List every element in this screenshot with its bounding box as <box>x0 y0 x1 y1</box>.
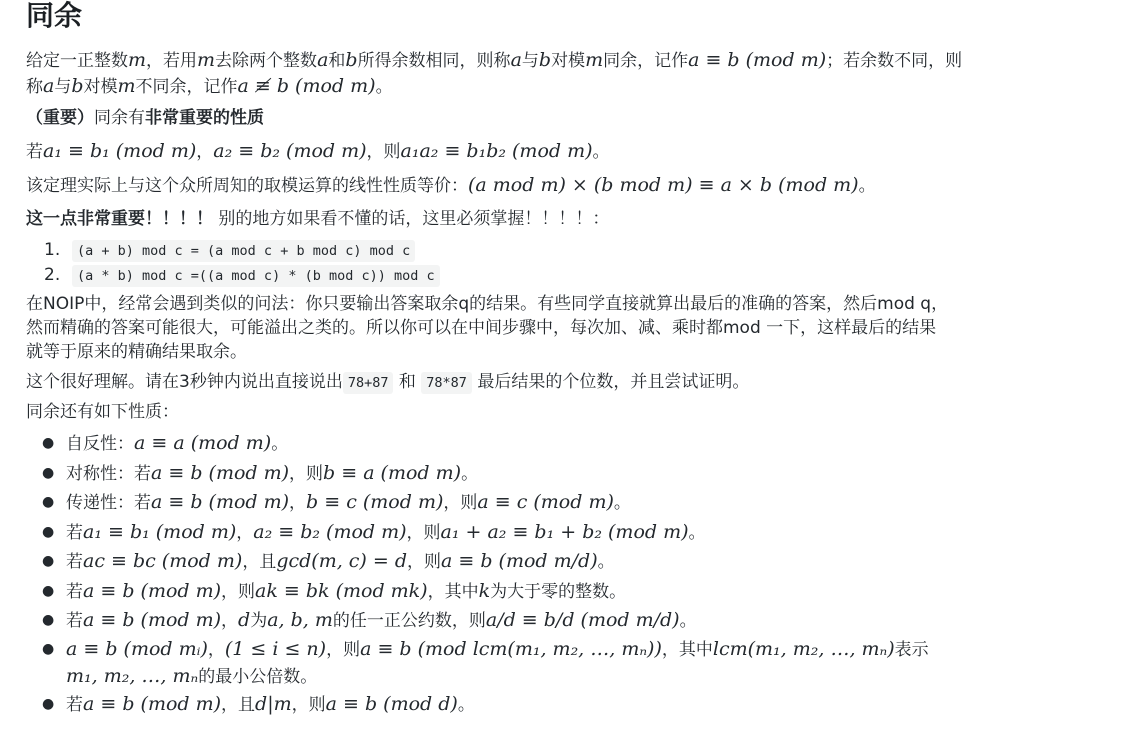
math: m <box>128 49 147 71</box>
text: 别的地方如果看不懂的话，这里必须掌握！！！！： <box>218 209 610 229</box>
list-item <box>26 547 1086 577</box>
list-item <box>26 606 1086 636</box>
emphasis-note <box>26 207 1086 232</box>
text: 若 <box>66 694 83 715</box>
list-item <box>26 459 1086 489</box>
bullet-icon: ● <box>42 612 55 628</box>
text: ，其中 <box>427 581 479 602</box>
inline-code: (a + b) mod c = (a mod c + b mod c) mod c <box>72 240 415 262</box>
text: 称 <box>26 77 43 97</box>
text: 若 <box>66 581 83 602</box>
math: a <box>43 75 55 97</box>
list-item <box>26 429 1086 459</box>
intro-paragraph <box>26 48 1086 100</box>
math: m <box>117 75 136 97</box>
inline-code: 78*87 <box>421 372 472 394</box>
inline-code: (a * b) mod c =((a mod c) * (b mod c)) mod c <box>72 265 440 287</box>
text: ，则 <box>443 493 478 513</box>
text: ，则 <box>291 694 326 715</box>
math: b <box>538 49 552 71</box>
text: 若 <box>66 522 83 543</box>
math: a ≡ b (mod d) <box>325 692 458 715</box>
page-title: 同余 <box>26 0 83 32</box>
text: 若 <box>26 142 43 162</box>
properties-list <box>26 429 1086 719</box>
text: 。 <box>592 142 610 162</box>
math: a ≡ b (mod m) <box>151 461 290 484</box>
quiz-line <box>26 370 1086 396</box>
text: 若 <box>66 552 83 572</box>
text: 自反性： <box>66 434 134 454</box>
text: 就等于原来的精确结果取余。 <box>26 342 247 362</box>
text: 对模 <box>83 77 118 97</box>
noip-paragraph <box>26 292 1086 364</box>
math: a₂ ≡ b₂ (mod m) <box>213 140 367 162</box>
bullet-icon: ● <box>42 494 55 510</box>
math: a, b, m <box>267 609 333 631</box>
math: a₁ ≡ b₁ (mod m) <box>43 140 197 162</box>
math: a₁ ≡ b₁ (mod m) <box>83 520 237 543</box>
math: a ≡ b (mod mᵢ) <box>66 637 208 660</box>
text: 去除两个整数 <box>215 51 318 71</box>
document <box>26 0 1086 719</box>
bullet-icon: ● <box>42 435 55 451</box>
math: (1 ≤ i ≤ n) <box>224 637 327 660</box>
math: ac ≡ bc (mod m) <box>83 550 243 572</box>
text: ， <box>289 493 307 513</box>
text: ，则 <box>221 581 256 602</box>
text: ，则 <box>406 522 441 543</box>
bold-text: 这一点非常重要！！！！ <box>26 209 213 229</box>
text: ，则 <box>366 142 401 162</box>
math: (a mod m) × (b mod m) ≡ a × b (mod m) <box>468 174 859 196</box>
math: m₁, m₂, …, mₙ <box>66 664 199 687</box>
math: a ≡ b (mod m) <box>83 609 222 631</box>
text: 传递性：若 <box>66 493 151 513</box>
text: ， <box>196 142 214 162</box>
text: 。 <box>858 176 876 196</box>
bullet-icon: ● <box>42 553 55 569</box>
equivalence-line <box>26 173 1086 199</box>
text: 同余有 <box>94 108 145 128</box>
text: ，则 <box>326 639 361 660</box>
text: 的任一正公约数，则 <box>332 611 486 631</box>
text: 给定一正整数 <box>26 51 128 71</box>
list-item <box>26 263 1086 288</box>
code-list <box>26 238 1086 288</box>
text: 。 <box>613 493 631 513</box>
text: 最后结果的个位数，并且尝试证明。 <box>477 372 750 392</box>
math: a ≡ b (mod m) <box>151 491 290 513</box>
math: a ≡ b (mod lcm(m₁, m₂, …, mₙ)) <box>360 637 662 660</box>
math: a ≡ c (mod m) <box>477 491 614 513</box>
list-item <box>26 238 1086 263</box>
text: 。 <box>688 522 706 543</box>
math: a ≡ b (mod m) <box>83 692 222 715</box>
math: a/d ≡ b/d (mod m/d) <box>485 609 680 631</box>
math: a ≡ b (mod m) <box>688 49 827 71</box>
math: k <box>478 579 491 602</box>
text: 。 <box>457 694 475 715</box>
inline-code: 78+87 <box>343 372 394 394</box>
text: ，则 <box>407 552 442 572</box>
text: 对称性：若 <box>66 463 151 484</box>
list-item <box>26 577 1086 607</box>
text: ， <box>221 611 239 631</box>
math: m <box>197 49 216 71</box>
math: ak ≡ bk (mod mk) <box>255 579 428 602</box>
text: 这个很好理解。请在3秒钟内说出直接说出 <box>26 372 343 392</box>
text: ，且 <box>221 694 256 715</box>
text: 为 <box>250 611 268 631</box>
math: a ≢ b (mod m) <box>237 75 376 97</box>
list-item <box>26 636 1086 690</box>
math: gcd(m, c) = d <box>276 550 408 572</box>
text: 和 <box>398 372 416 392</box>
math: a₂ ≡ b₂ (mod m) <box>253 520 407 543</box>
list-item <box>26 690 1086 720</box>
text: 不同余，记作 <box>135 77 238 97</box>
list-item <box>26 488 1086 518</box>
math: b <box>71 75 84 97</box>
math: b ≡ c (mod m) <box>306 491 444 513</box>
bold-text: 非常重要的性质 <box>145 108 264 128</box>
math: a₁ + a₂ ≡ b₁ + b₂ (mod m) <box>440 520 689 543</box>
text: 与 <box>54 77 72 97</box>
math: d <box>238 609 251 631</box>
text: 与 <box>521 51 539 71</box>
text: ， <box>207 639 225 660</box>
text: ，则 <box>289 463 324 484</box>
bullet-icon: ● <box>42 640 55 657</box>
text: 该定理实际上与这个众所周知的取模运算的线性性质等价： <box>26 176 468 196</box>
bullet-icon: ● <box>42 464 55 481</box>
math: b <box>345 49 358 71</box>
text: 。 <box>679 611 697 631</box>
text: ，若用 <box>146 51 198 71</box>
text: 表示 <box>894 639 929 660</box>
text: 和 <box>328 51 346 71</box>
text: 若 <box>66 611 83 631</box>
bullet-icon: ● <box>42 695 55 712</box>
math: a <box>317 49 329 71</box>
text: 为大于零的整数。 <box>490 581 627 602</box>
text: 对模 <box>551 51 586 71</box>
bullet-icon: ● <box>42 582 55 599</box>
math: a <box>510 49 522 71</box>
text: 同余，记作 <box>603 51 689 71</box>
text: 。 <box>461 463 479 484</box>
text: 的最小公倍数。 <box>198 666 318 687</box>
math: d|m <box>255 692 292 715</box>
math: m <box>585 49 604 71</box>
math: a ≡ b (mod m) <box>83 579 222 602</box>
text: 然而精确的答案可能很大，可能溢出之类的。所以你可以在中间步骤中，每次加、减、乘时都mod 一下，这样最后的结果 <box>26 318 937 338</box>
bullet-icon: ● <box>42 523 55 540</box>
text: 。 <box>375 77 393 97</box>
math: b ≡ a (mod m) <box>323 461 462 484</box>
more-properties-heading: 同余还有如下性质： <box>26 402 179 422</box>
theorem-line <box>26 139 1086 165</box>
text: 。 <box>597 552 615 572</box>
math: a ≡ a (mod m) <box>134 432 272 454</box>
list-number: 2. <box>44 265 61 285</box>
math: a ≡ b (mod m/d) <box>441 550 598 572</box>
text: ；若余数不同，则 <box>826 51 963 71</box>
math: a₁a₂ ≡ b₁b₂ (mod m) <box>400 140 593 162</box>
text: 在NOIP中，经常会遇到类似的问法：你只要输出答案取余q的结果。有些同学直接就算出最后的准确的答案，然后mod q， <box>26 294 949 314</box>
important-tag: （重要） <box>26 108 94 128</box>
text: ，且 <box>242 552 277 572</box>
important-heading <box>26 106 1086 131</box>
list-number: 1. <box>44 240 61 260</box>
list-item <box>26 518 1086 548</box>
text: 。 <box>271 434 289 454</box>
text: ， <box>236 522 254 543</box>
math: lcm(m₁, m₂, …, mₙ) <box>712 637 895 660</box>
text: 所得余数相同，则称 <box>357 51 511 71</box>
text: ，其中 <box>661 639 713 660</box>
